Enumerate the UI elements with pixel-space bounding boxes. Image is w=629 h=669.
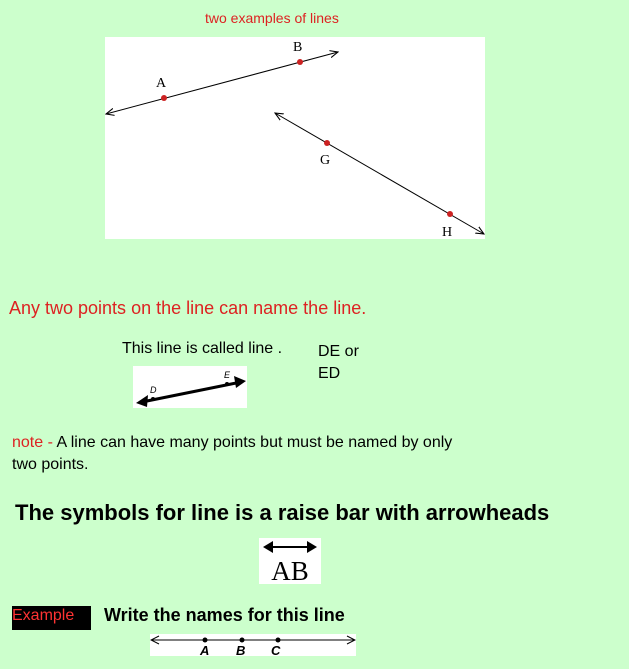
- example-caption: This line is called line .: [122, 340, 283, 357]
- exercise-prompt: Write the names for this line: [104, 605, 345, 625]
- label-h: H: [442, 225, 453, 239]
- label-b2: B: [236, 643, 246, 656]
- answer-line-2: ED: [318, 365, 341, 382]
- label-a2: A: [200, 643, 210, 656]
- naming-rule: Any two points on the line can name the line.: [9, 298, 367, 318]
- example-badge: [12, 606, 91, 630]
- note-text: A line can have many points but must be named by only two points.: [12, 434, 453, 473]
- line-symbol: [259, 538, 321, 584]
- symbols-heading: The symbols for line is a raise bar with arrowheads: [15, 500, 550, 525]
- line-ab: [106, 52, 338, 114]
- example-answer: [318, 341, 388, 385]
- note: [12, 432, 472, 476]
- figure-title: two examples of lines: [205, 10, 339, 26]
- two-lines-figure: [105, 37, 485, 239]
- symbol-ab-text: AB: [271, 556, 309, 584]
- point-b: [297, 59, 303, 65]
- point-g: [324, 140, 330, 146]
- point-a: [161, 95, 167, 101]
- label-e: E: [224, 370, 231, 380]
- answer-line-1: DE or: [318, 343, 359, 360]
- line-gh: [275, 113, 484, 234]
- label-g: G: [320, 153, 331, 168]
- label-b: B: [293, 40, 303, 55]
- line-de-figure: [133, 366, 247, 408]
- line-abc-figure: [150, 634, 356, 656]
- label-d: D: [150, 385, 157, 395]
- point-h: [447, 211, 453, 217]
- label-c2: C: [271, 643, 281, 656]
- note-label: note -: [12, 434, 53, 451]
- example-badge-label: Example: [12, 607, 75, 624]
- label-a: A: [156, 76, 167, 91]
